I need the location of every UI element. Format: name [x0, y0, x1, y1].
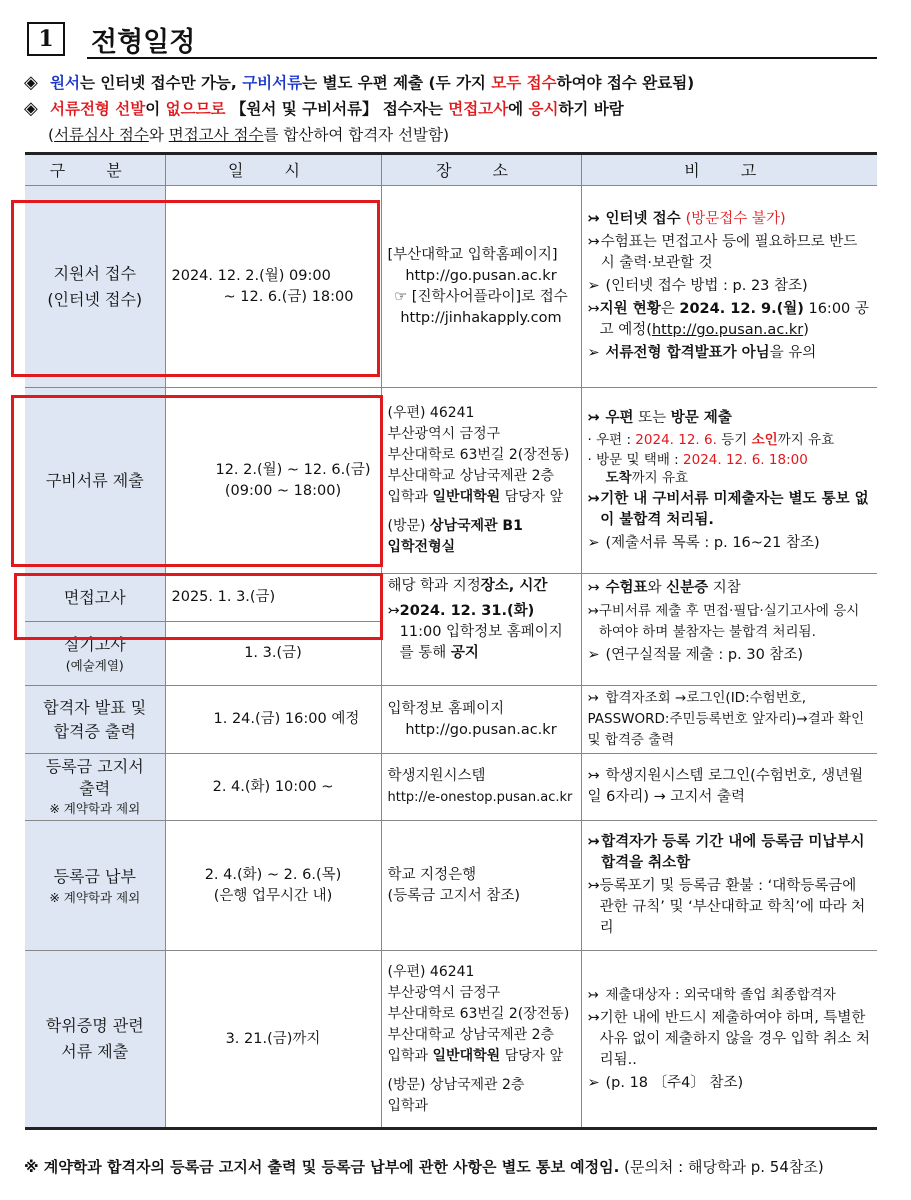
arrow-icon: ↣ [587, 1009, 600, 1026]
remark-cell [581, 686, 877, 754]
table-header-row [25, 154, 877, 186]
place-text: 입학전형실 [387, 539, 456, 555]
place-cell [381, 388, 581, 574]
notice-1-text: 하여야 접수 완료됨) [556, 74, 695, 92]
remark-text: 도착 [605, 469, 632, 486]
remark-cell [581, 186, 877, 388]
date-cell [165, 951, 381, 1129]
notice-3-text: 서류심사 점수 [54, 126, 149, 144]
category-label: 학위증명 관련 [45, 1016, 144, 1035]
category-cell [25, 821, 165, 951]
remark-text: 신분증 [666, 580, 709, 596]
place-text: 장소, 시간 [480, 578, 548, 594]
place-text: 해당 학과 지정 [387, 578, 481, 594]
category-label: 합격증 출력 [53, 721, 136, 741]
remark-text: 등록포기 및 등록금 환불 : ‘대학등록금에 관한 규칙’ 및 ‘부산대학교 학칙’에 따라 처리 [599, 878, 866, 936]
section-title: 전형일정 [91, 27, 196, 58]
category-note: ※ 계약학과 제외 [49, 801, 141, 816]
date-text: 2. 4.(화) ~ 2. 6.(목) [204, 866, 342, 883]
remark-text: · 방문 및 택배 : [587, 451, 684, 468]
remark-text: ) [803, 322, 809, 338]
date-cell [165, 754, 381, 821]
remark-text: · 우편 : [587, 431, 636, 448]
date-text: 1. 3.(금) [244, 645, 302, 661]
place-text: 학생지원시스템 [387, 768, 486, 784]
arrow-icon: ↣ [587, 878, 600, 894]
table-row [25, 754, 877, 821]
category-cell [25, 754, 165, 821]
remark-text: 합격자가 등록 기간 내에 등록금 미납부시 합격을 취소함 [601, 834, 865, 871]
category-label: 합격자 발표 및 [43, 697, 147, 717]
place-text: (방문) [387, 518, 430, 534]
remark-text: 16:00 공고 예정( [599, 301, 869, 338]
place-cell [381, 574, 581, 686]
category-label: (예술계열) [65, 657, 124, 673]
remark-cell [581, 388, 877, 574]
notice-2-text: 에 [508, 100, 529, 118]
header-underline [87, 57, 877, 59]
category-label: 구비서류 제출 [45, 470, 144, 490]
notice-2-text: 이 [145, 100, 166, 118]
arrow-icon: ↣ [587, 603, 599, 619]
place-cell [381, 951, 581, 1129]
remark-text: 우편 [605, 409, 634, 426]
date-text: (은행 업무시간 내) [213, 887, 333, 904]
place-text: (우편) 46241 [387, 405, 475, 421]
pointer-icon: ➢ [587, 345, 600, 361]
place-text: 담당자 앞 [500, 1047, 564, 1064]
remark-text: 까지 유효 [777, 431, 835, 448]
notice-2-text: 서류전형 선발 [50, 100, 146, 118]
arrow-icon: ↣ [587, 986, 599, 1003]
remark-text: 까지 유효 [631, 469, 689, 486]
place-text: (우편) 46241 [387, 963, 475, 980]
pointer-icon: ➢ [587, 1074, 600, 1091]
date-text: (09:00 ~ 18:00) [224, 482, 342, 499]
remark-text: 2024. 12. 6. 18:00 [683, 451, 808, 468]
notice-2-text: 없으므로 [165, 100, 226, 118]
category-label: 면접고사 [63, 587, 126, 607]
category-label: 실기고사 [63, 634, 126, 654]
remark-cell [581, 574, 877, 686]
remark-text: 등기 [716, 431, 752, 448]
arrow-icon: ↣ [387, 603, 400, 619]
notice-3-text: 를 합산하여 합격자 선발함) [263, 126, 450, 144]
notice-1 [24, 70, 884, 96]
place-text: (방문) 상남국제관 2층 [387, 1076, 525, 1093]
remark-text: (제출서류 목록 : p. 16~21 참조) [605, 534, 820, 551]
place-text: 입학과 [387, 1097, 429, 1114]
place-text: 입학과 [387, 1047, 433, 1064]
remark-text: 소인 [751, 431, 778, 448]
category-label: (인터넷 접수) [47, 289, 143, 309]
remark-text: 지원 현황 [599, 301, 661, 317]
notice-2 [24, 96, 884, 122]
table-row [25, 686, 877, 754]
place-text: 부산대학로 63번길 2(장전동) [387, 1005, 570, 1022]
place-text: 부산광역시 금정구 [387, 984, 501, 1001]
section-number: 1 [27, 22, 65, 56]
place-link[interactable]: http://go.pusan.ac.kr [405, 721, 557, 738]
place-cell [381, 686, 581, 754]
remark-text: (연구실적물 제출 : p. 30 참조) [605, 647, 804, 663]
remark-text: 수험표는 면접고사 등에 필요하므로 반드시 출력·보관할 것 [600, 234, 858, 271]
place-text: [부산대학교 입학홈페이지] [387, 246, 558, 263]
date-text: ~ 12. 6.(금) 18:00 [223, 288, 354, 305]
place-cell [381, 821, 581, 951]
place-text: (등록금 고지서 참조) [387, 887, 521, 904]
arrow-icon: ↣ [587, 301, 600, 317]
highlight-box-interview [14, 573, 383, 640]
remark-text: (p. 18 〔주4〕 참조) [605, 1074, 744, 1091]
date-text: 1. 24.(금) 16:00 예정 [213, 711, 360, 727]
arrow-icon: ↣ [587, 768, 600, 784]
remark-text: 학생지원시스템 로그인(수험번호, 생년월일 6자리) → 고지서 출력 [587, 768, 864, 805]
remark-text: 합격자조회 →로그인(ID:수험번호, PASSWORD:주민등록번호 앞자리)→결과 확인 및 합격증 출력 [587, 690, 865, 748]
notice-2-text: 면접고사 [448, 100, 509, 118]
category-label: 서류 제출 [61, 1042, 129, 1061]
place-link[interactable]: http://e-onestop.pusan.ac.kr [387, 790, 573, 805]
place-text: 일반대학원 [432, 489, 501, 505]
remark-text: 2024. 12. 6. [635, 431, 717, 448]
footer-text: (문의처 : 해당학과 p. 54참조) [619, 1158, 824, 1176]
column-header: 비 고 [581, 154, 877, 186]
date-cell [165, 686, 381, 754]
date-text: 2025. 1. 3.(금) [171, 589, 276, 605]
place-text: 부산대학교 상남국제관 2층 [387, 1026, 555, 1043]
remark-text: 또는 [633, 409, 671, 426]
remark-text: 기한 내에 반드시 제출하여야 하며, 특별한 사유 없이 제출하지 않을 경우 입학 취소 처리됨.. [599, 1009, 871, 1068]
column-header: 일 시 [165, 154, 381, 186]
diamond-icon: ◈ [24, 72, 38, 93]
notice-1-text: 모두 접수 [491, 74, 557, 92]
remark-link[interactable]: http://go.pusan.ac.kr [651, 322, 804, 338]
remark-text: (방문접수 불가) [685, 211, 786, 227]
table-row [25, 821, 877, 951]
notice-3-text: 면접고사 점수 [168, 126, 264, 144]
remark-text: 방문 제출 [670, 409, 732, 426]
notice-2-text: 【원서 및 구비서류】 접수자는 [225, 100, 449, 118]
notice-1-text: 원서 [50, 74, 80, 92]
notice-1-text: 구비서류 [242, 74, 303, 92]
place-text: 부산대학교 상남국제관 2층 [387, 468, 555, 484]
footer-note [24, 1156, 824, 1177]
section-header [27, 20, 877, 60]
remark-text: 서류전형 합격발표가 아님 [605, 345, 770, 361]
arrow-icon: ↣ [587, 834, 600, 850]
place-text: 학교 지정은행 [387, 866, 477, 883]
highlight-box-docs [11, 395, 383, 567]
remark-text: 수험표 [605, 580, 648, 596]
date-text: 3. 21.(금)까지 [225, 1030, 321, 1047]
notice-3-text: ( [48, 126, 55, 144]
place-text: 상남국제관 B1 [429, 518, 523, 534]
remark-text: 2024. 12. 9.(월) [679, 301, 804, 317]
date-text: 2024. 12. 2.(월) 09:00 [171, 267, 331, 284]
remark-text: (인터넷 접수 방법 : p. 23 참조) [605, 278, 808, 294]
category-label: 지원서 접수 [53, 263, 136, 283]
place-cell [381, 186, 581, 388]
diamond-icon: ◈ [24, 98, 38, 119]
notice-list [24, 70, 884, 148]
remark-cell [581, 821, 877, 951]
category-label: 등록금 납부 [53, 866, 136, 886]
remark-text: 제출대상자 : 외국대학 졸업 최종합격자 [605, 986, 836, 1003]
category-label: 출력 [79, 779, 111, 798]
date-text: 2. 4.(화) 10:00 ~ [212, 778, 334, 795]
remark-cell [581, 951, 877, 1129]
category-label: 등록금 고지서 [45, 757, 144, 776]
notice-1-text: 는 별도 우편 제출 (두 가지 [302, 74, 492, 92]
place-text: 담당자 앞 [500, 489, 564, 505]
remark-text: 인터넷 접수 [605, 211, 686, 227]
place-text: 공지 [450, 645, 479, 661]
highlight-box-apply [11, 200, 380, 377]
pointer-icon: ➢ [587, 278, 600, 294]
place-cell [381, 754, 581, 821]
category-cell [25, 686, 165, 754]
notice-1-text: 는 인터넷 접수만 가능, [79, 74, 243, 92]
column-header: 장 소 [381, 154, 581, 186]
place-text: 입학정보 홈페이지 [387, 700, 505, 717]
arrow-icon: ↣ [587, 690, 599, 706]
place-text: 11:00 입학정보 홈페이지를 통해 [399, 624, 563, 661]
date-cell [165, 821, 381, 951]
arrow-icon: ↣ [587, 234, 600, 250]
place-text: ☞ [진학사어플라이]로 접수 [394, 288, 568, 305]
remark-text: 지참 [708, 580, 741, 596]
date-text: 12. 2.(월) ~ 12. 6.(금) [215, 461, 371, 478]
pointer-icon: ➢ [587, 647, 600, 663]
arrow-icon: ↣ [587, 580, 600, 596]
notice-3 [24, 122, 884, 148]
place-link[interactable]: http://jinhakapply.com [400, 309, 562, 326]
notice-2-text: 하기 바람 [558, 100, 624, 118]
remark-text: 을 유의 [769, 345, 817, 361]
pointer-icon: ➢ [587, 534, 600, 551]
place-text: 입학과 [387, 489, 433, 505]
place-link[interactable]: http://go.pusan.ac.kr [405, 267, 557, 284]
remark-text: 은 [660, 301, 680, 317]
category-note: ※ 계약학과 제외 [49, 889, 141, 905]
arrow-icon: ↣ [587, 211, 600, 227]
notice-2-text: 응시 [528, 100, 559, 118]
place-text: 부산대학로 63번길 2(장전동) [387, 447, 570, 463]
remark-cell [581, 754, 877, 821]
place-text: 2024. 12. 31.(화) [399, 603, 535, 619]
remark-text: 구비서류 제출 후 면접·필답·실기고사에 응시하여야 하며 불참자는 불합격 처리됨. [598, 603, 860, 640]
arrow-icon: ↣ [587, 409, 600, 426]
arrow-icon: ↣ [587, 490, 600, 507]
remark-text: 와 [647, 580, 667, 596]
notice-3-text: 와 [148, 126, 169, 144]
footer-text: ※ 계약학과 합격자의 등록금 고지서 출력 및 등록금 납부에 관한 사항은 별도 통보 예정임. [24, 1158, 620, 1176]
remark-text: 기한 내 구비서류 미제출자는 별도 통보 없이 불합격 처리됨. [600, 490, 869, 528]
table-row [25, 951, 877, 1129]
place-text: 부산광역시 금정구 [387, 426, 501, 442]
category-cell [25, 951, 165, 1129]
place-text: 일반대학원 [432, 1047, 501, 1064]
column-header: 구 분 [25, 154, 165, 186]
